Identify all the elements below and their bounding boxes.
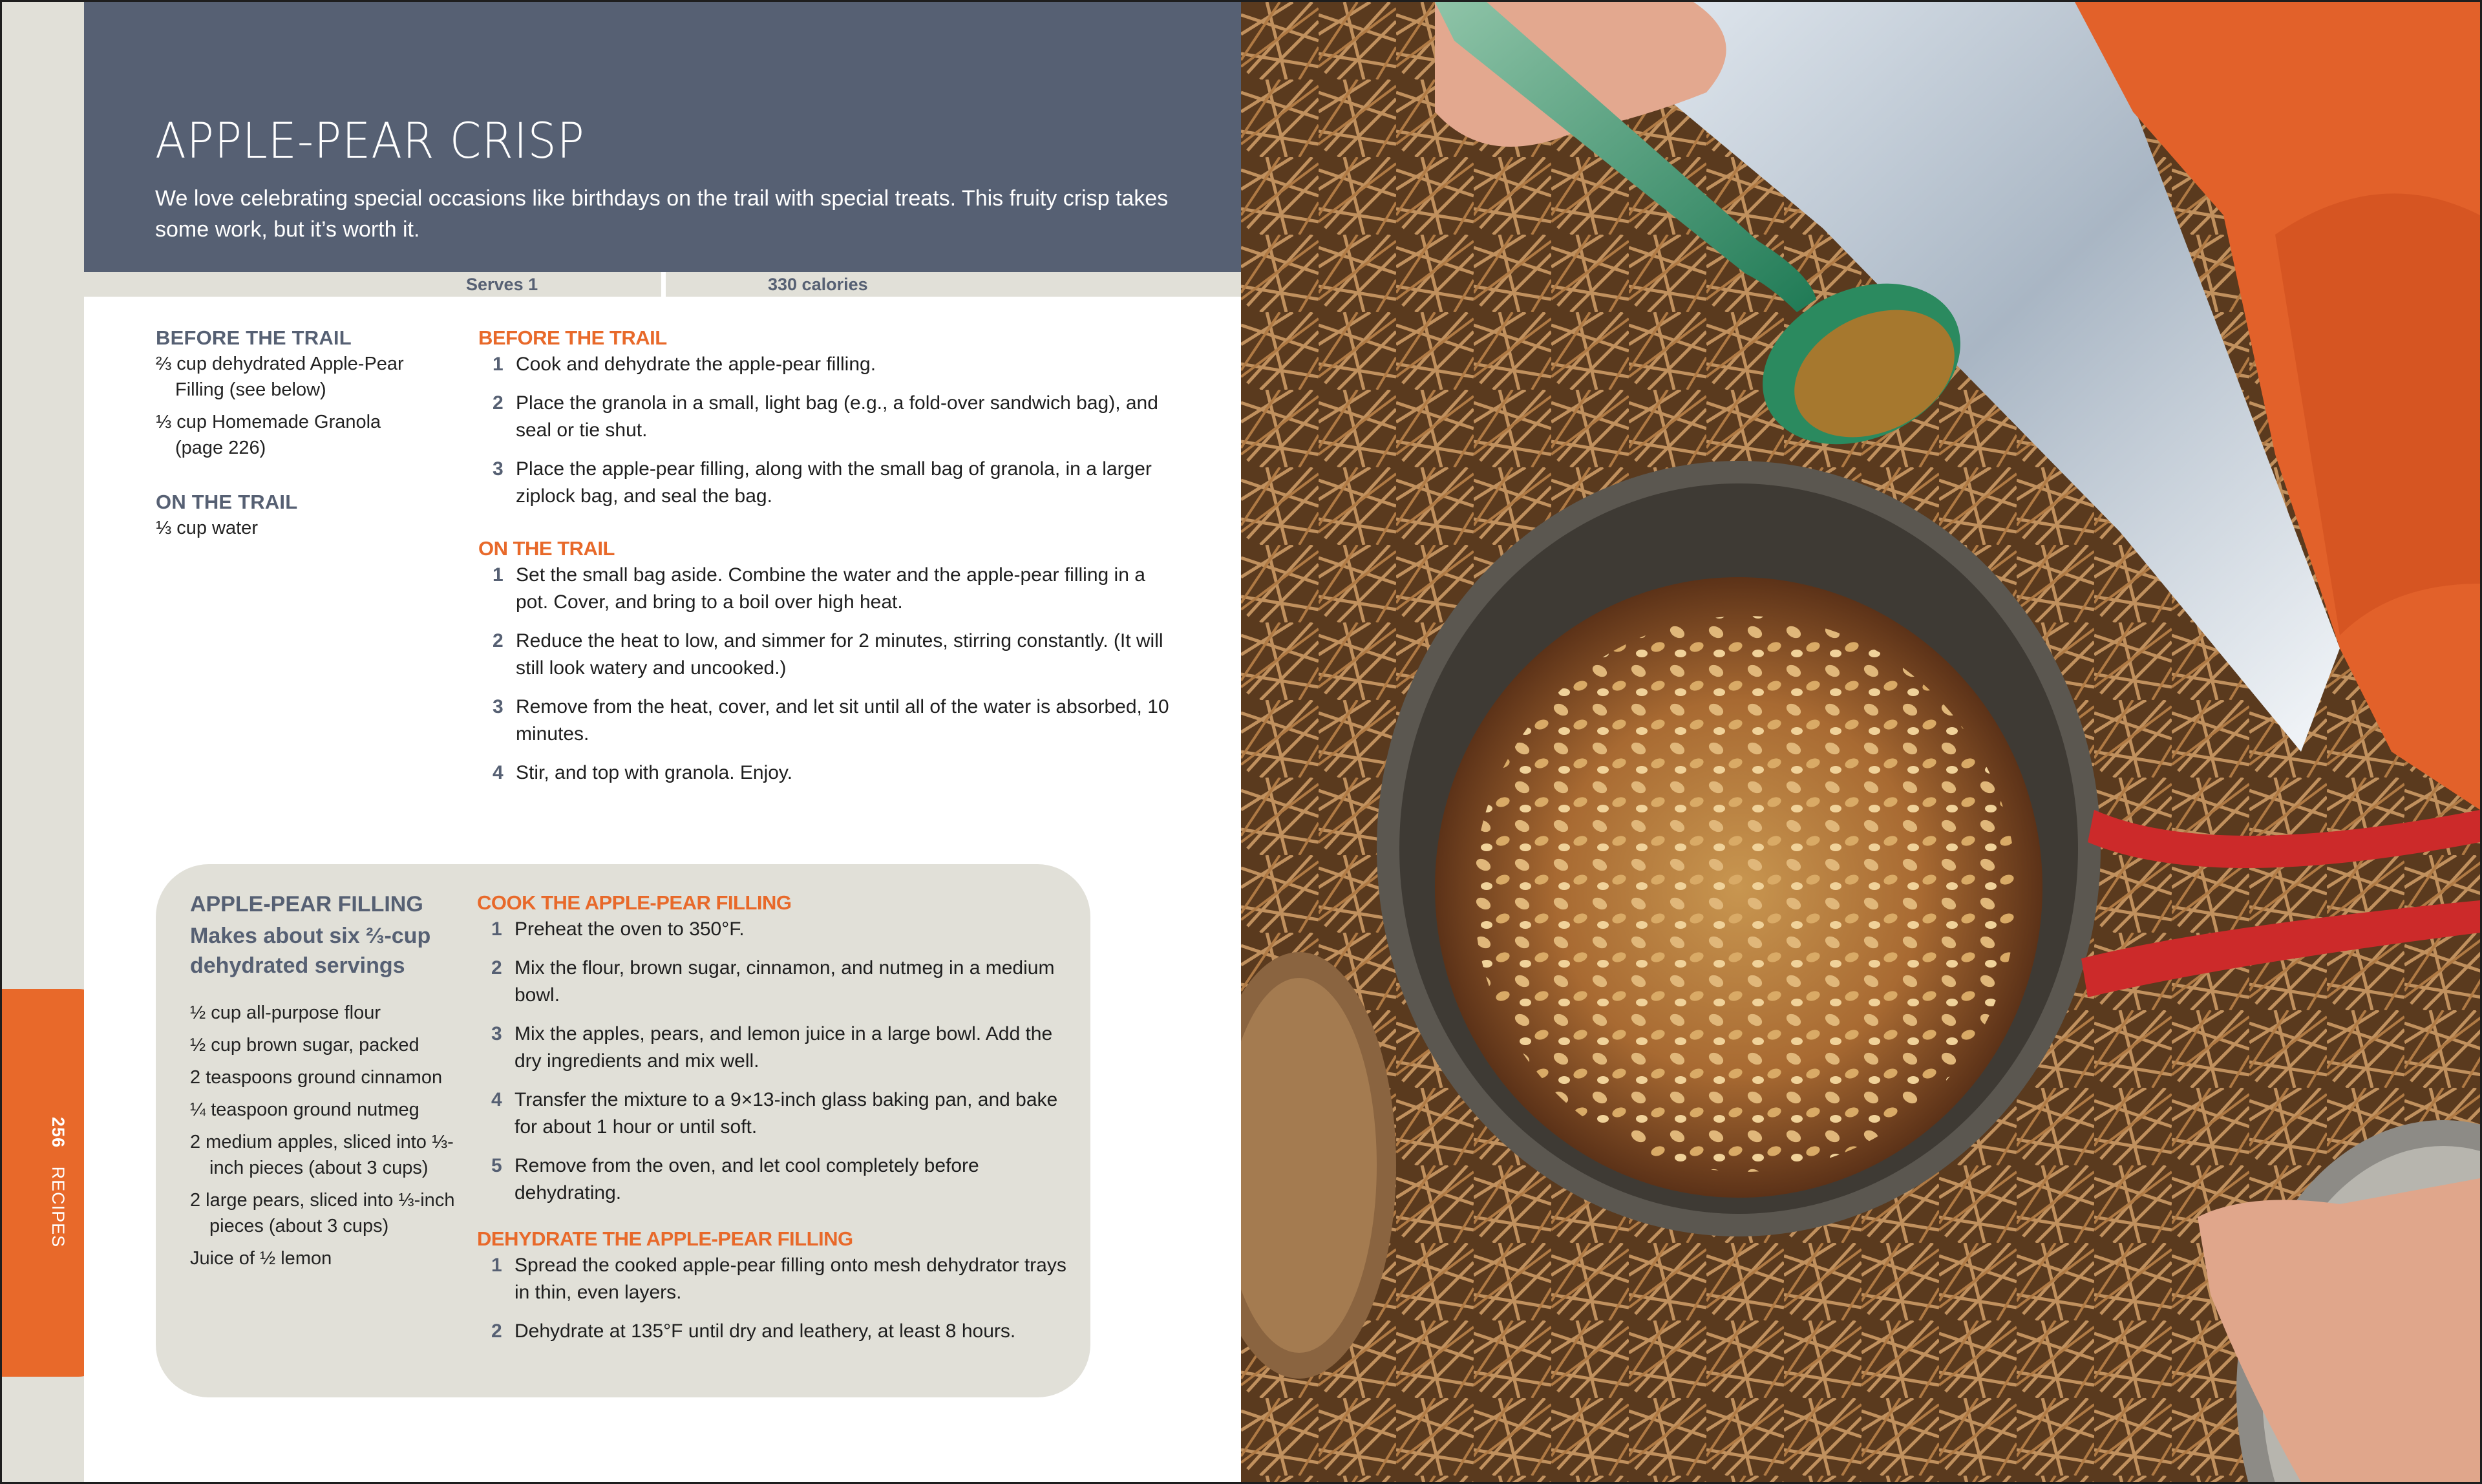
directions-before-steps [478,351,1176,510]
directions-on-steps [478,562,1176,787]
ingredient-item: 2 teaspoons ground cinnamon [190,1067,443,1088]
step-item [477,1086,1072,1141]
crisp-in-pot-photo-icon [1241,2,2480,1482]
step-item [478,562,1176,616]
step-number: 4 [491,1089,502,1110]
step-text: Place the apple-pear filling, along with the small bag of granola, in a larger ziplock bag, and seal the bag. [516,458,1152,507]
recipe-header [84,2,1241,272]
ingredients-on-heading: ON THE TRAIL [156,491,298,513]
ingredient-item: ⅓ cup water [156,518,258,538]
serves-cell [84,272,661,297]
directions-on-heading: ON THE TRAIL [478,537,615,560]
filling-directions [477,890,1072,1357]
step-text: Place the granola in a small, light bag (e.g., a fold-over sandwich bag), and seal or tie shut. [516,392,1158,441]
step-text: Preheat the oven to 350°F. [514,918,745,940]
step-item [477,1318,1072,1345]
step-item [478,351,1176,378]
step-text: Cook and dehydrate the apple-pear filling. [516,354,876,375]
step-number: 2 [491,957,502,979]
page-tab-label [48,1117,68,1247]
step-number: 1 [491,1255,502,1276]
serves-label: Serves 1 [466,275,538,294]
filling-ingredient-list [190,1000,461,1271]
step-text: Mix the flour, brown sugar, cinnamon, and nutmeg in a medium bowl. [514,957,1055,1006]
recipe-stats [84,272,1241,297]
step-item [477,1252,1072,1306]
step-number: 2 [493,630,504,652]
ingredients-on-list [156,515,427,541]
step-text: Remove from the heat, cover, and let sit until all of the water is absorbed, 10 minutes. [516,696,1169,745]
step-item [477,1021,1072,1075]
ingredient-item: ⅔ cup dehydrated Apple-Pear Filling (see below) [156,354,404,400]
book-spread [2,2,2480,1482]
step-number: 5 [491,1155,502,1176]
step-number: 3 [493,458,504,480]
step-number: 1 [491,918,502,940]
step-text: Remove from the oven, and let cool completely before dehydrating. [514,1155,979,1203]
recipe-photo [1241,2,2480,1482]
step-text: Reduce the heat to low, and simmer for 2 minutes, stirring constantly. (It will still look watery and uncooked.) [516,630,1163,679]
step-item [477,916,1072,943]
step-number: 2 [493,392,504,414]
step-number: 1 [493,564,504,586]
ingredient-item: ½ cup all-purpose flour [190,1002,381,1023]
step-item [478,456,1176,510]
step-item [478,759,1176,787]
filling-ingredients [190,890,461,1278]
step-number: 4 [493,762,504,783]
step-item [478,628,1176,682]
step-text: Mix the apples, pears, and lemon juice in a large bowl. Add the dry ingredients and mix well. [514,1023,1053,1072]
step-text: Spread the cooked apple-pear filling onto mesh dehydrator trays in thin, even layers. [514,1255,1066,1303]
step-number: 2 [491,1320,502,1342]
directions-before-heading: BEFORE THE TRAIL [478,326,667,349]
step-item [477,955,1072,1009]
step-text: Dehydrate at 135°F until dry and leathery, at least 8 hours. [514,1320,1016,1342]
step-number: 3 [493,696,504,717]
ingredient-item: 2 medium apples, sliced into ⅓-inch pieces (about 3 cups) [190,1132,454,1178]
dehydrate-filling-steps [477,1252,1072,1345]
filling-sidebar [156,864,1090,1397]
ingredients-before-list [156,351,427,461]
ingredient-item: ⅓ cup Homemade Granola (page 226) [156,412,381,458]
step-item [477,1152,1072,1207]
ingredient-item: ¼ teaspoon ground nutmeg [190,1099,419,1120]
recipe-title: APPLE-PEAR CRISP [155,112,585,169]
calories-cell [666,272,1241,297]
step-item [478,390,1176,444]
ingredient-item: ½ cup brown sugar, packed [190,1035,419,1055]
page-number: 256 [48,1117,68,1149]
step-text: Stir, and top with granola. Enjoy. [516,762,793,783]
calories-label: 330 calories [768,275,868,294]
ingredient-item: 2 large pears, sliced into ⅓-inch pieces (about 3 cups) [190,1190,455,1236]
recipe-page [84,2,1241,1482]
step-text: Set the small bag aside. Combine the water and the apple-pear filling in a pot. Cover, and bring to a boil over high heat. [516,564,1145,613]
step-number: 1 [493,354,504,375]
section-name: RECIPES [48,1166,68,1248]
step-number: 3 [491,1023,502,1044]
cook-filling-steps [477,916,1072,1207]
step-text: Transfer the mixture to a 9×13-inch glass baking pan, and bake for about 1 hour or until soft. [514,1089,1058,1138]
filling-title: APPLE-PEAR FILLING [190,892,423,917]
ingredients-before-heading: BEFORE THE TRAIL [156,326,352,349]
ingredient-item: Juice of ½ lemon [190,1248,332,1269]
directions-column [478,325,1176,798]
cook-filling-heading: COOK THE APPLE-PEAR FILLING [477,891,792,914]
filling-yield: Makes about six ⅔-cup dehydrated servings [190,924,431,978]
ingredients-column [156,325,427,547]
dehydrate-filling-heading: DEHYDRATE THE APPLE-PEAR FILLING [477,1227,853,1250]
recipe-intro: We love celebrating special occasions like birthdays on the trail with special treats. This fruity crisp takes some work, but it’s worth it. [155,186,1169,242]
step-item [478,694,1176,748]
